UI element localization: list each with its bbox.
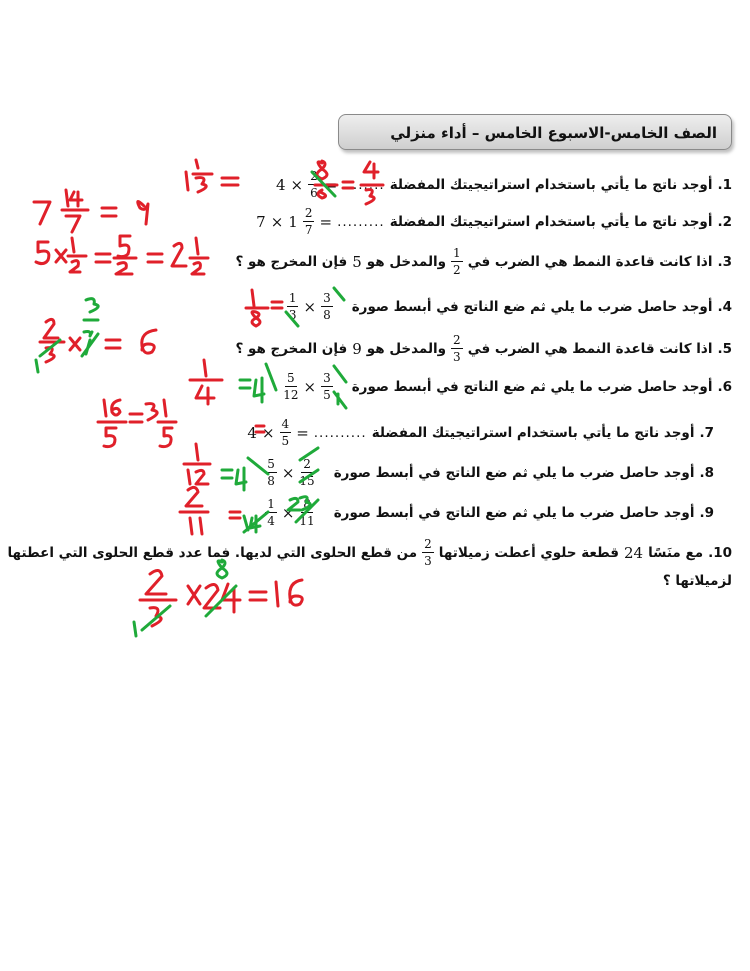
question-text: أوجد حاصل ضرب ما يلي ثم ضع الناتج في أبسط صورة <box>351 378 713 395</box>
input-value: 5 <box>352 252 362 271</box>
handwriting-q4-green <box>286 288 344 326</box>
question-10-line-2: لزميلاتها ؟ <box>662 573 732 589</box>
input-value: 9 <box>352 339 362 358</box>
question-number: 8. <box>699 464 714 481</box>
question-text: مع منَسًا <box>648 544 704 561</box>
expression: $\frac{5}{8}$ × $\frac{2}{15}$ <box>267 457 315 488</box>
handwriting-q8 <box>184 444 210 484</box>
question-text: أوجد ناتج ما يأتي باستخدام استراتيجيتك المفضلة <box>389 176 713 193</box>
expression: 4 × $\frac{2}{6}$ = <box>276 169 338 200</box>
fraction: $\frac{2}{6}$ <box>310 169 318 200</box>
fraction: $\frac{1}{2}$ <box>453 246 461 277</box>
answer-dots: ........ <box>342 176 385 193</box>
question-number: 9. <box>699 504 714 521</box>
expression: $\frac{1}{3}$ × $\frac{3}{8}$ <box>288 291 331 322</box>
question-5: 5. اذا كانت قاعدة النمط هي الضرب في $\frac{2}{3}$ والمدخل هو 9 فإن المخرج هو ؟ <box>235 333 732 364</box>
handwriting-q2 <box>34 190 148 232</box>
answer-dots: .......... <box>313 424 367 441</box>
expression: $\frac{1}{4}$ × $\frac{8}{11}$ <box>267 497 315 528</box>
expression: 4 × $\frac{4}{5}$ = <box>247 417 309 448</box>
handwriting-q4 <box>246 290 282 326</box>
question-text: أوجد ناتج ما يأتي باستخدام استراتيجيتك المفضلة <box>371 424 695 441</box>
handwriting-q3 <box>36 236 208 274</box>
handwriting-q7 <box>98 400 264 447</box>
question-number: 2. <box>717 213 732 230</box>
fraction: $\frac{2}{7}$ <box>304 206 313 237</box>
question-number: 3. <box>717 253 732 270</box>
question-10: 10. مع منَسًا 24 قطعة حلوي أعطت زميلاتها $\frac{2}{3}$ من قطع الحلوى التي لديها. فما عدد قطع الحلوى التي اعطتها <box>7 537 732 568</box>
answer-dots: ......... <box>337 213 385 230</box>
question-text: اذا كانت قاعدة النمط هي الضرب في <box>467 253 713 270</box>
handwriting-q6-green <box>240 364 346 408</box>
handwriting-q9-green <box>244 497 318 532</box>
question-text: أوجد ناتج ما يأتي باستخدام استراتيجيتك المفضلة <box>389 213 713 230</box>
handwriting-q8-green <box>222 448 318 490</box>
question-number: 6. <box>717 378 732 395</box>
question-number: 4. <box>717 298 732 315</box>
fraction: $\frac{2}{3}$ <box>453 333 461 364</box>
question-number: 5. <box>717 340 732 357</box>
question-text: أوجد حاصل ضرب ما يلي ثم ضع الناتج في أبسط صورة <box>333 464 695 481</box>
page-header: الصف الخامس-الاسبوع الخامس – أداء منزلي <box>338 114 732 150</box>
question-number: 10. <box>708 544 732 561</box>
question-text: أوجد حاصل ضرب ما يلي ثم ضع الناتج في أبسط صورة <box>333 504 695 521</box>
question-text: اذا كانت قاعدة النمط هي الضرب في <box>467 340 713 357</box>
handwriting-q10-green <box>134 560 236 636</box>
question-3: 3. اذا كانت قاعدة النمط هي الضرب في $\frac{1}{2}$ والمدخل هو 5 فإن المخرج هو ؟ <box>235 246 732 277</box>
handwriting-q6 <box>190 360 222 404</box>
handwriting-q9 <box>180 487 240 534</box>
question-number: 7. <box>699 424 714 441</box>
handwriting-q1 <box>186 160 383 204</box>
question-text: أوجد حاصل ضرب ما يلي ثم ضع الناتج في أبسط صورة <box>351 298 713 315</box>
expression: 7 × 1 $\frac{2}{7}$ = <box>256 206 333 237</box>
question-number: 1. <box>717 176 732 193</box>
expression: $\frac{5}{12}$ × $\frac{3}{5}$ <box>283 371 331 402</box>
